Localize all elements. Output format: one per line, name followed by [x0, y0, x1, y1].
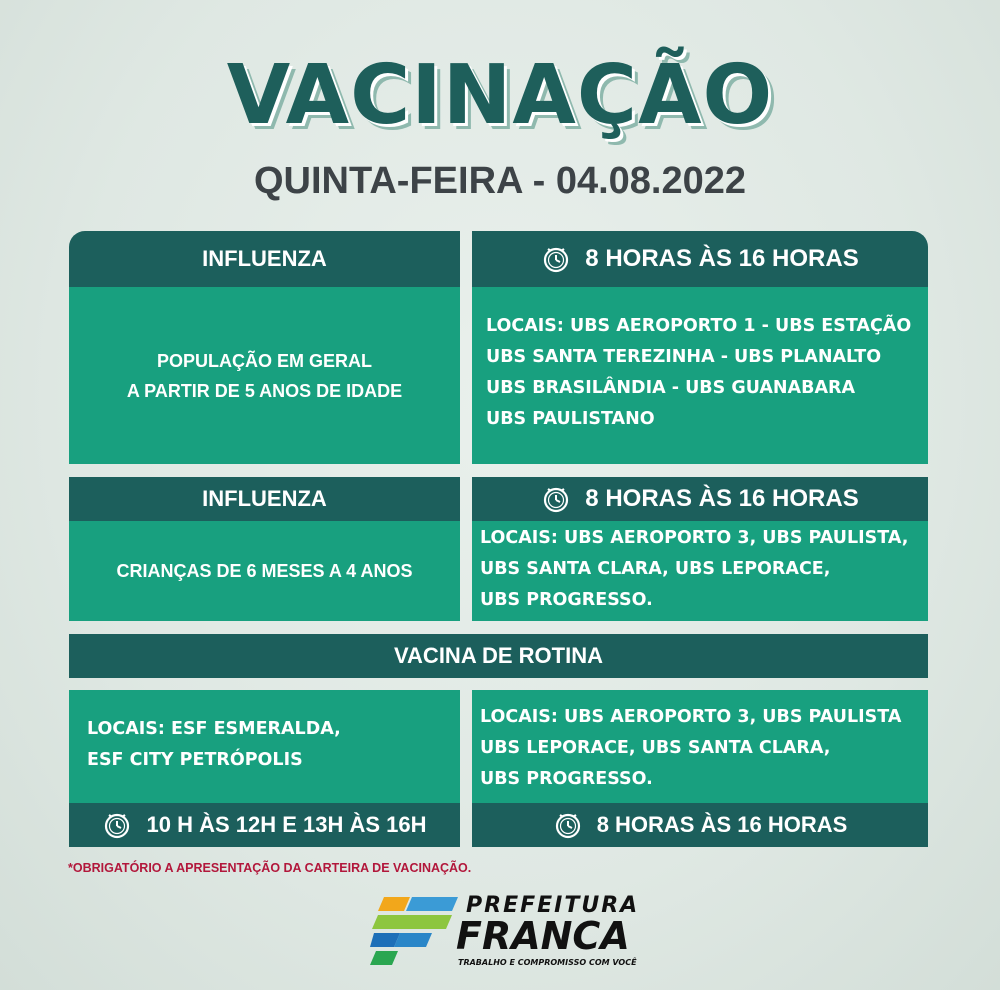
locais-label: LOCAIS:: [486, 316, 564, 336]
location-line: UBS AEROPORTO 3, UBS PAULISTA,: [557, 528, 909, 548]
locais-label: LOCAIS:: [480, 528, 558, 548]
influenza-heading-label: INFLUENZA: [202, 246, 327, 271]
location-line: ESF ESMERALDA,: [164, 719, 341, 739]
clock-icon: [553, 810, 583, 840]
routine-time-left: [69, 803, 460, 847]
location-line: UBS PAULISTANO: [486, 409, 655, 429]
influenza-heading-1: [69, 231, 460, 287]
location-line: UBS SANTA TEREZINHA - UBS PLANALTO: [486, 347, 882, 367]
page-date: QUINTA-FEIRA - 04.08.2022: [253, 160, 747, 202]
routine-heading: [69, 634, 928, 678]
routine-heading-label: VACINA DE ROTINA: [394, 643, 603, 668]
locais-label: LOCAIS:: [480, 707, 558, 727]
routine-time-right: [472, 803, 928, 847]
location-line: UBS PROGRESSO.: [480, 590, 653, 610]
audience-panel-1: [69, 287, 460, 464]
clock-icon: [102, 810, 132, 840]
locations-panel-1: [472, 287, 928, 464]
influenza-heading-label: INFLUENZA: [202, 486, 327, 511]
audience-line: POPULAÇÃO EM GERAL: [156, 350, 372, 371]
audience-line: CRIANÇAS DE 6 MESES A 4 ANOS: [116, 560, 413, 581]
location-line: ESF CITY PETRÓPOLIS: [87, 750, 303, 770]
location-line: UBS AEROPORTO 3, UBS PAULISTA: [557, 707, 902, 727]
routine-locations-right: [472, 690, 928, 803]
location-line: UBS LEPORACE, UBS SANTA CLARA,: [480, 738, 831, 758]
logo-prefeitura: PREFEITURA: [466, 893, 640, 918]
page-title: VACINAÇÃO: [226, 48, 774, 143]
audience-line: A PARTIR DE 5 ANOS DE IDADE: [126, 380, 403, 401]
time-bar-1: [472, 231, 928, 287]
time-label: 8 HORAS ÀS 16 HORAS: [585, 245, 859, 272]
routine-locations-left: [69, 690, 460, 803]
influenza-heading-2: [69, 477, 460, 521]
clock-icon: [541, 244, 571, 274]
location-line: UBS BRASILÂNDIA - UBS GUANABARA: [486, 378, 856, 398]
time-label: 10 H ÀS 12H E 13H ÀS 16H: [146, 812, 427, 837]
franca-flag-logo: [370, 893, 462, 969]
locais-label: LOCAIS:: [87, 719, 165, 739]
location-line: UBS PROGRESSO.: [480, 769, 653, 789]
time-bar-2: [472, 477, 928, 521]
location-line: UBS SANTA CLARA, UBS LEPORACE,: [480, 559, 831, 579]
logo-franca: FRANCA: [456, 914, 630, 958]
locations-panel-2: [472, 521, 928, 621]
time-label: 8 HORAS ÀS 16 HORAS: [585, 485, 859, 512]
clock-icon: [541, 484, 571, 514]
time-label: 8 HORAS ÀS 16 HORAS: [596, 812, 848, 837]
logo-tagline: TRABALHO E COMPROMISSO COM VOCÊ: [458, 958, 637, 967]
location-line: UBS AEROPORTO 1 - UBS ESTAÇÃO: [563, 316, 912, 336]
footnote: *OBRIGATÓRIO A APRESENTAÇÃO DA CARTEIRA DE VACINAÇÃO.: [68, 861, 472, 875]
audience-panel-2: [69, 521, 460, 621]
